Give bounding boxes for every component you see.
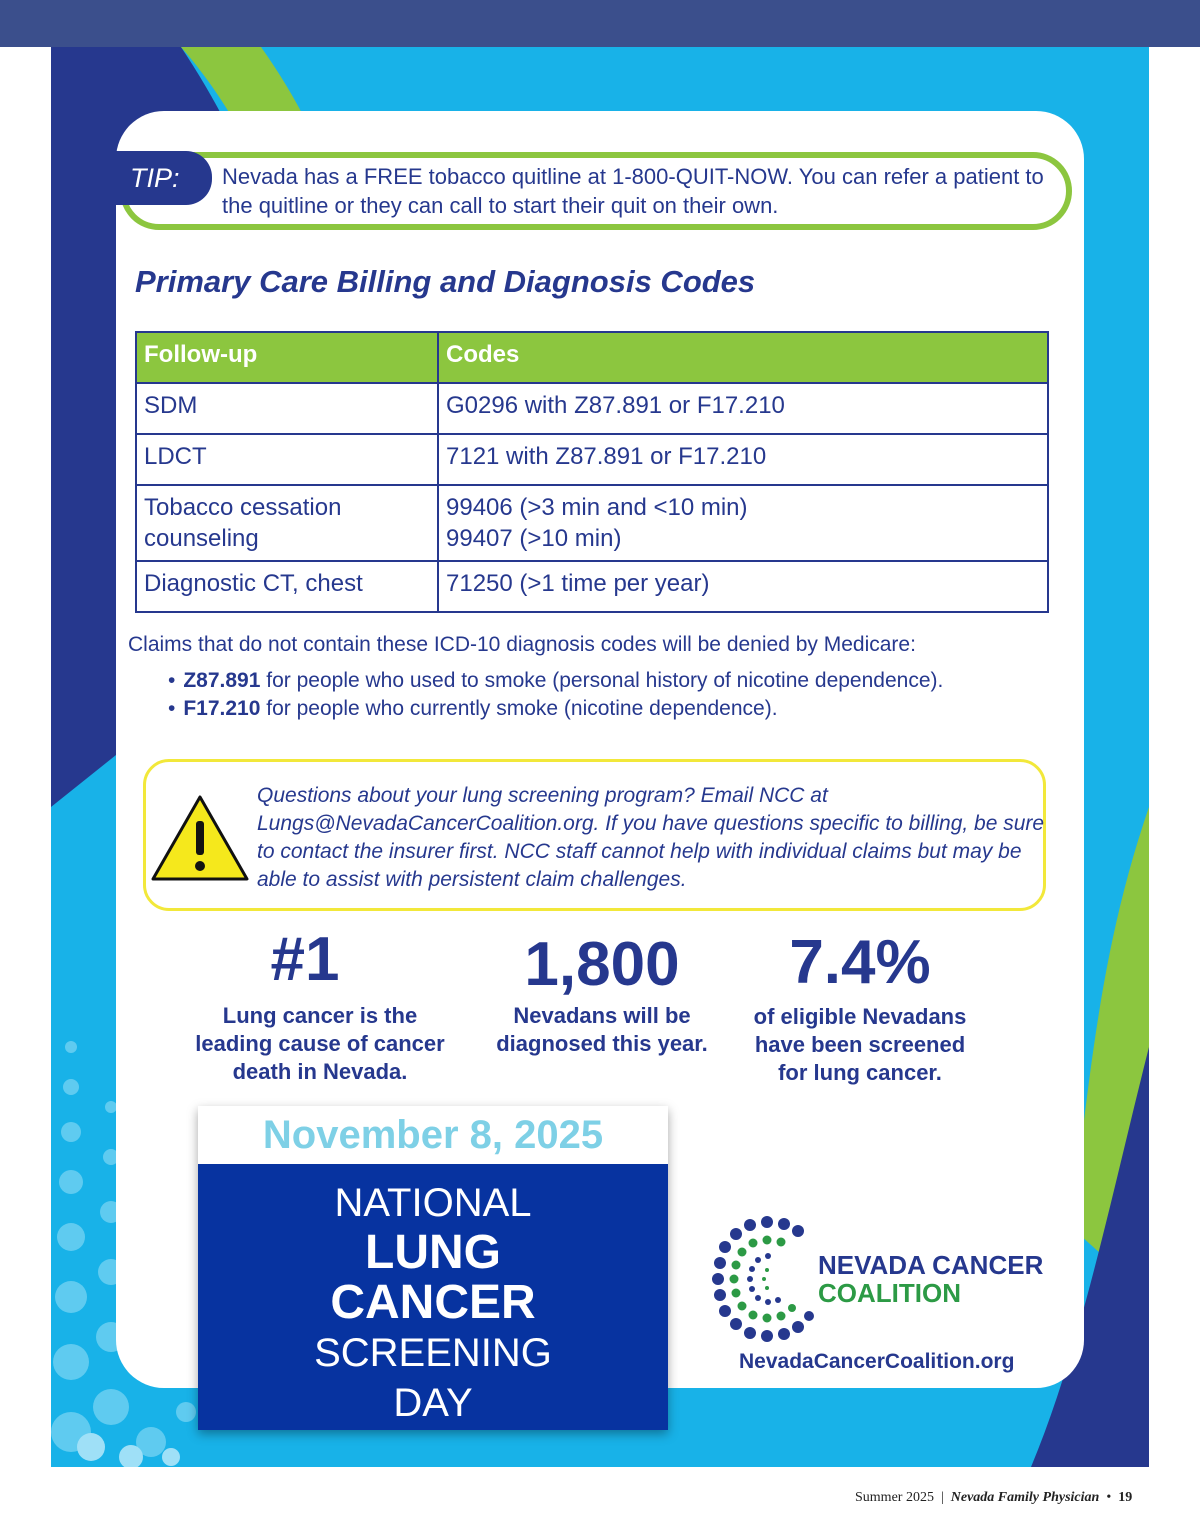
ncc-name-line1: NEVADA CANCER bbox=[818, 1250, 1044, 1280]
section-title: Primary Care Billing and Diagnosis Codes bbox=[135, 264, 756, 299]
event-date: November 8, 2025 bbox=[198, 1106, 668, 1164]
event-line: CANCER bbox=[330, 1276, 536, 1329]
codes-line: 99407 (>10 min) bbox=[446, 525, 622, 552]
codes-cell bbox=[438, 383, 1048, 434]
tip-label: TIP: bbox=[114, 151, 212, 205]
diagnosis-desc: for people who used to smoke (personal history of nicotine dependence). bbox=[260, 669, 944, 692]
footer-season: Summer 2025 bbox=[855, 1490, 934, 1505]
list-item bbox=[168, 695, 943, 723]
event-title bbox=[198, 1164, 668, 1430]
codes-cell bbox=[438, 485, 1048, 561]
followup-cell: Tobacco cessation counseling bbox=[136, 485, 438, 561]
stat-desc-line: diagnosed this year. bbox=[496, 1031, 708, 1056]
table-row bbox=[136, 434, 1048, 485]
stat-desc-line: Lung cancer is the bbox=[222, 1003, 418, 1028]
codes-line: 7121 with Z87.891 or F17.210 bbox=[446, 443, 767, 470]
stat-desc-line: for lung cancer. bbox=[778, 1060, 942, 1085]
codes-line: 71250 (>1 time per year) bbox=[446, 570, 710, 597]
footer-separator: | bbox=[937, 1490, 948, 1505]
stat-desc-rank bbox=[170, 1002, 470, 1086]
stat-desc-screened bbox=[725, 1003, 995, 1087]
table-header-row bbox=[136, 332, 1048, 383]
stat-desc-line: leading cause of cancer bbox=[195, 1031, 445, 1056]
codes-cell bbox=[438, 561, 1048, 612]
codes-cell bbox=[438, 434, 1048, 485]
footer-bullet: • bbox=[1102, 1490, 1115, 1505]
table-row bbox=[136, 383, 1048, 434]
event-line: NATIONAL bbox=[334, 1181, 532, 1225]
diagnosis-code: Z87.891 bbox=[183, 669, 261, 692]
warning-icon bbox=[149, 793, 251, 885]
stat-value-rank: #1 bbox=[270, 925, 340, 994]
questions-text: Questions about your lung screening program? Email NCC at Lungs@NevadaCancerCoalition.org. If you have questions specific to billing, be sure to contact the insurer first. NCC staff cannot help with individual claims but may be able to assist with persistent claim challenges. bbox=[257, 784, 1045, 891]
event-line: DAY bbox=[393, 1381, 473, 1425]
stat-value-diagnosed: 1,800 bbox=[524, 930, 680, 999]
claims-intro: Claims that do not contain these ICD-10 diagnosis codes will be denied by Medicare: bbox=[128, 633, 916, 656]
ncc-name-line2: COALITION bbox=[818, 1278, 961, 1308]
stat-desc-line: have been screened bbox=[754, 1032, 966, 1057]
stat-desc-line: death in Nevada. bbox=[232, 1059, 408, 1084]
followup-cell: LDCT bbox=[136, 434, 438, 485]
followup-cell: SDM bbox=[136, 383, 438, 434]
table-row bbox=[136, 561, 1048, 612]
stat-value-screened: 7.4% bbox=[789, 928, 931, 997]
top-bar bbox=[0, 0, 1200, 47]
event-line: SCREENING bbox=[314, 1331, 552, 1375]
followup-cell: Diagnostic CT, chest bbox=[136, 561, 438, 612]
table-row bbox=[136, 485, 1048, 561]
stat-desc-line: Nevadans will be bbox=[513, 1003, 691, 1028]
stat-desc-diagnosed bbox=[467, 1002, 737, 1058]
ncc-logo-icon bbox=[712, 1214, 822, 1344]
tip-text: Nevada has a FREE tobacco quitline at 1-800-QUIT-NOW. You can refer a patient to the quitline or they can call to start their quit on their own. bbox=[222, 164, 1044, 218]
codes-line: G0296 with Z87.891 or F17.210 bbox=[446, 392, 785, 419]
page-footer bbox=[855, 1490, 1132, 1506]
diagnosis-code: F17.210 bbox=[183, 697, 261, 720]
diagnosis-desc: for people who currently smoke (nicotine dependence). bbox=[260, 697, 778, 720]
event-line: LUNG bbox=[365, 1226, 501, 1279]
claims-list bbox=[168, 667, 943, 723]
ncc-website-link[interactable]: NevadaCancerCoalition.org bbox=[739, 1350, 1015, 1373]
screening-day-banner bbox=[198, 1106, 668, 1430]
header-codes: Codes bbox=[438, 332, 1048, 383]
stat-desc-line: of eligible Nevadans bbox=[753, 1004, 967, 1029]
billing-codes-table bbox=[135, 331, 1049, 613]
header-followup: Follow-up bbox=[136, 332, 438, 383]
list-item bbox=[168, 667, 943, 695]
footer-publication: Nevada Family Physician bbox=[950, 1490, 1100, 1505]
page-number: 19 bbox=[1118, 1490, 1133, 1505]
codes-line: 99406 (>3 min and <10 min) bbox=[446, 494, 748, 521]
